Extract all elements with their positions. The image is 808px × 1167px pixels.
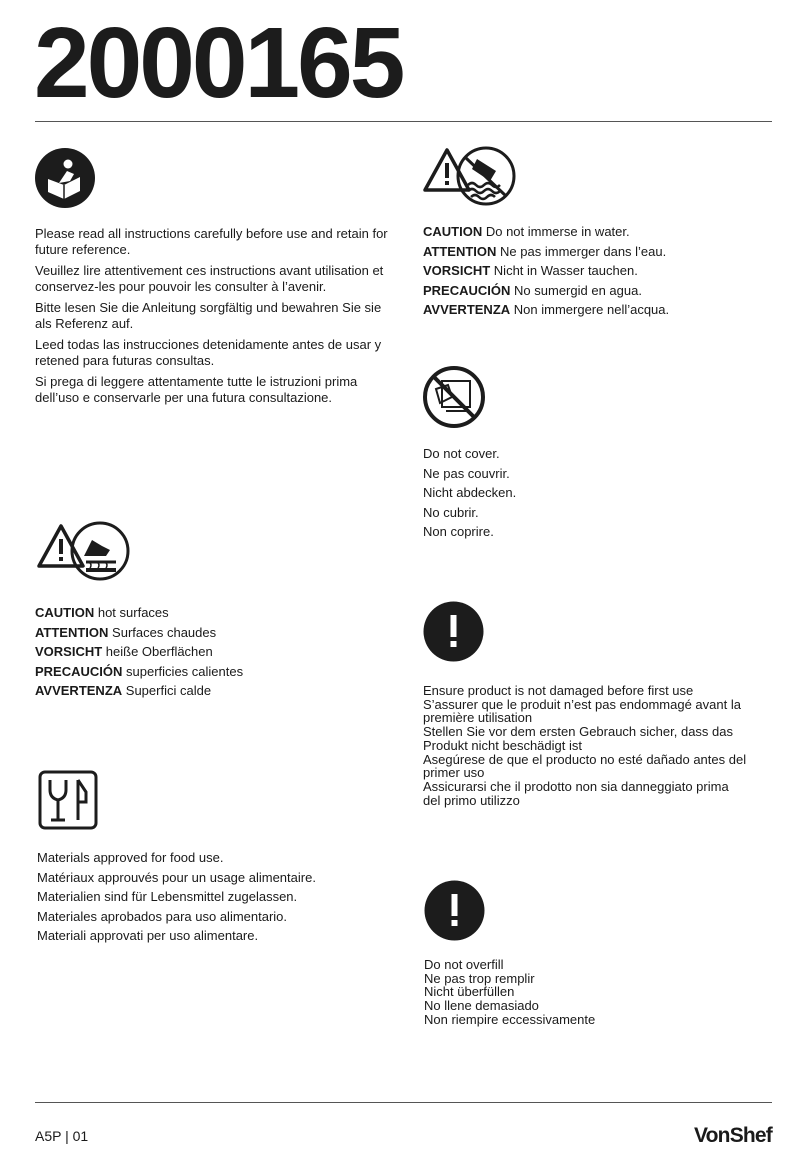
warning-label: AVVERTENZA — [35, 683, 123, 699]
warning-line — [35, 662, 395, 682]
text-line: Nicht überfüllen — [424, 984, 515, 1000]
text-line: S’assurer que le produit n’est pas endommagé avant la — [423, 696, 741, 712]
text-line: Produkt nicht beschädigt ist — [423, 737, 582, 753]
warning-label: ATTENTION — [423, 243, 497, 259]
header-divider — [35, 121, 772, 122]
text-line: Materiales aprobados para uso alimentario. — [37, 908, 288, 924]
text-line: Matériaux approuvés pour un usage alimentaire. — [37, 869, 316, 885]
brand-logo: VonShef — [693, 1124, 772, 1147]
text-line: Do not overfill — [424, 957, 504, 972]
text-line: Materials approved for food use. — [37, 850, 224, 865]
text-line: No llene demasiado — [424, 998, 539, 1014]
hot-surfaces-text — [35, 603, 395, 701]
text-line: Do not cover. — [423, 446, 500, 461]
no-immerse-text — [423, 222, 773, 320]
text-line: Ne pas trop remplir — [424, 970, 535, 986]
do-not-cover-text — [423, 444, 773, 542]
warning-text: Ne pas immerger dans l’eau. — [500, 243, 667, 259]
warning-line — [35, 623, 395, 643]
warning-text: No sumergid en agua. — [514, 282, 642, 298]
instruction-paragraph: Si prega di leggere attentamente tutte le istruzioni prima dell’uso e conservarle per una futura consultazione. — [35, 374, 358, 405]
text-line: Ensure product is not damaged before first use — [423, 683, 694, 698]
warning-text: hot surfaces — [97, 605, 169, 620]
page-number: A5P | 01 — [35, 1128, 89, 1144]
exclamation-icon — [424, 880, 485, 941]
warning-line — [423, 222, 773, 242]
instruction-paragraph: Please read all instructions carefully before use and retain for future reference. — [35, 226, 388, 257]
warning-line — [35, 681, 395, 701]
warning-line — [423, 261, 773, 281]
warning-label: CAUTION — [423, 224, 483, 239]
hot-surface-warning-icon — [36, 520, 132, 582]
warning-label: CAUTION — [35, 605, 95, 620]
check-damage-text — [423, 684, 775, 807]
text-line: Non riempire eccessivamente — [424, 1011, 596, 1027]
food-safe-text — [37, 848, 397, 946]
instruction-paragraph: Leed todas las instrucciones detenidamente antes de usar y retened para futuras consultas. — [35, 337, 382, 368]
warning-text: Superfici calde — [125, 683, 212, 699]
warning-text: superficies calientes — [126, 663, 244, 679]
warning-label: ATTENTION — [35, 624, 109, 640]
text-line: No cubrir. — [423, 504, 479, 520]
warning-line — [423, 300, 773, 320]
warning-line — [423, 281, 773, 301]
text-line: Asegúrese de que el producto no esté dañado antes del — [423, 751, 747, 767]
text-line: Nicht abdecken. — [423, 485, 517, 501]
text-line: Ne pas couvrir. — [423, 465, 510, 481]
no-immerse-warning-icon — [422, 145, 518, 207]
warning-text: Non immergere nell’acqua. — [513, 302, 670, 318]
instruction-paragraph: Bitte lesen Sie die Anleitung sorgfältig und bewahren Sie sie als Referenz auf. — [35, 300, 382, 331]
text-line: Materialien sind für Lebensmittel zugelassen. — [37, 889, 298, 905]
instruction-paragraph: Veuillez lire attentivement ces instructions avant utilisation et conservez-les pour pouvoir les consulter à l’avenir. — [35, 263, 384, 294]
text-line: première utilisation — [423, 710, 533, 726]
text-line: Materiali approvati per uso alimentare. — [37, 928, 259, 944]
warning-label: PRECAUCIÓN — [35, 663, 123, 679]
warning-label: VORSICHT — [35, 644, 103, 660]
no-overfill-text — [424, 958, 776, 1027]
text-line: Assicurarsi che il prodotto non sia danneggiato prima — [423, 778, 729, 794]
text-line: primer uso — [423, 765, 485, 781]
warning-label: PRECAUCIÓN — [423, 282, 511, 298]
model-number: 2000165 — [34, 7, 403, 119]
warning-text: Surfaces chaudes — [112, 624, 217, 640]
warning-text: Do not immerse in water. — [485, 224, 630, 239]
text-line: del primo utilizzo — [423, 792, 520, 808]
warning-line — [423, 242, 773, 262]
do-not-cover-icon — [422, 365, 486, 429]
warning-text: heiße Oberflächen — [105, 644, 213, 660]
read-instructions-text — [35, 226, 395, 411]
warning-line — [35, 642, 395, 662]
text-line: Non coprire. — [423, 524, 494, 540]
exclamation-icon — [423, 601, 484, 662]
warning-line — [35, 603, 395, 623]
text-line: Stellen Sie vor dem ersten Gebrauch sicher, dass das — [423, 724, 733, 740]
warning-text: Nicht in Wasser tauchen. — [493, 263, 638, 279]
read-manual-icon — [34, 147, 96, 209]
warning-label: AVVERTENZA — [423, 302, 511, 318]
footer-divider — [35, 1102, 772, 1103]
food-safe-icon — [38, 770, 98, 830]
warning-label: VORSICHT — [423, 263, 491, 279]
